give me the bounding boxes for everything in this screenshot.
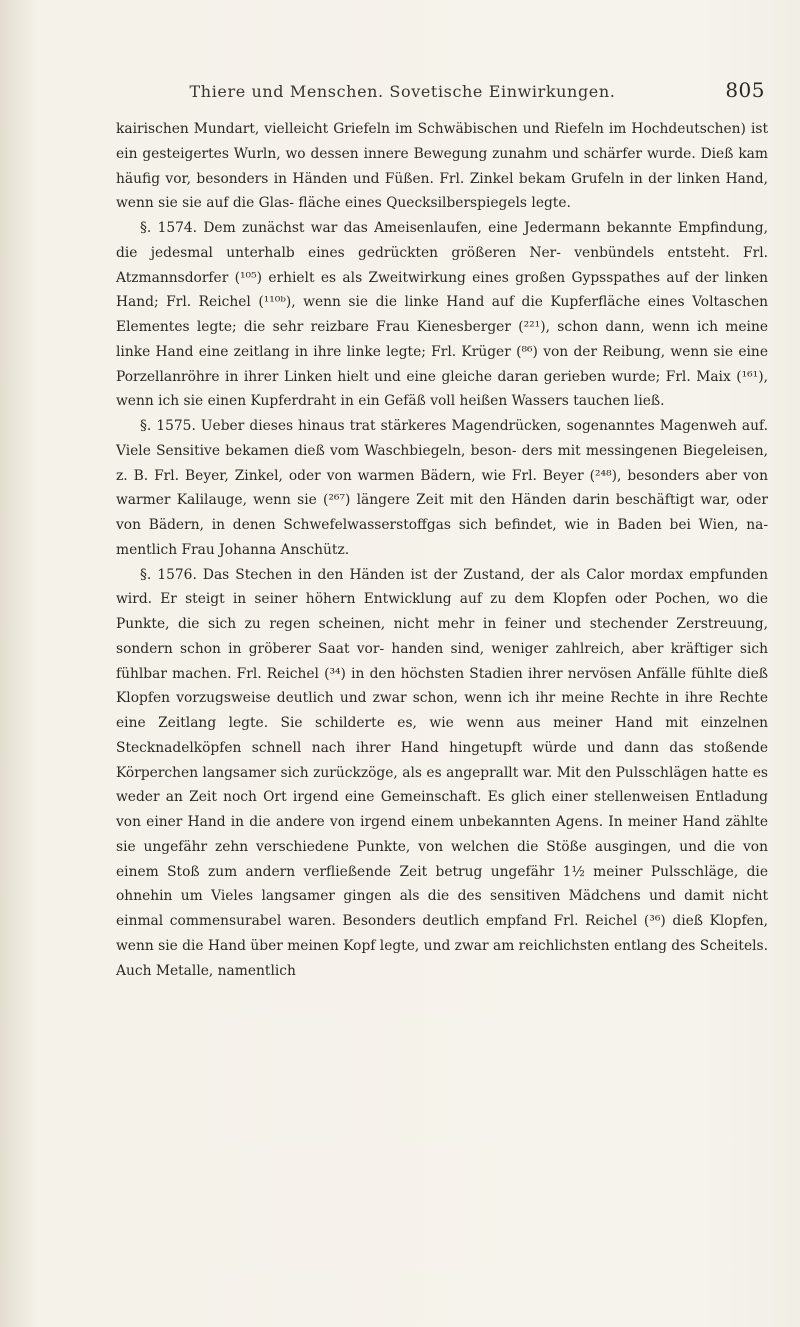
running-head: Thiere und Menschen. Sovetische Einwirkungen. [189, 82, 616, 101]
paragraph-1574: §. 1574. Dem zunächst war das Ameisenlaufen, eine Jedermann bekannte Empfindung, die jedesmal unterhalb eines gedrückten größeren Ner- venbündels entsteht. Frl. Atzmannsdorfer (¹⁰⁵) erhielt es als Zweitwirkung eines großen Gypsspathes auf der linken Hand; Frl. Reichel (¹¹⁰ᵇ), wenn sie die linke Hand auf die Kupferfläche eines Voltaschen Elementes legte; die sehr reizbare Frau Kienesberger (²²¹), schon dann, wenn ich meine linke Hand eine zeitlang in ihre linke legte; Frl. Krüger (⁸⁶) von der Reibung, wenn sie eine Porzellanröhre in ihrer Linken hielt und eine gleiche daran gerieben wurde; Frl. Maix (¹⁶¹), wenn ich sie einen Kupferdraht in ein Gefäß voll heißen Wassers tauchen ließ. [116, 220, 768, 410]
paragraph-1576: §. 1576. Das Stechen in den Händen ist der Zustand, der als Calor mordax empfunden wird. Er steigt in seiner höhern Entwicklung auf zu dem Klopfen oder Pochen, wo die Punkte, die sich zu regen scheinen, nicht mehr in feiner und stechender Zerstreuung, sondern schon in gröberer Saat vor- handen sind, weniger zahlreich, aber kräftiger sich fühlbar machen. Frl. Reichel (³⁴) in den höchsten Stadien ihrer nervösen Anfälle fühlte dieß Klopfen vorzugsweise deutlich und zwar schon, wenn ich ihr meine Rechte in ihre Rechte eine Zeitlang legte. Sie schilderte es, wie wenn aus meiner Hand mit einzelnen Stecknadelköpfen schnell nach ihrer Hand hingetupft würde und dann das stoßende Körperchen langsamer sich zurückzöge, als es angeprallt war. Mit den Pulsschlägen hatte es weder an Zeit noch Ort irgend eine Gemeinschaft. Es glich einer stellenweisen Entladung von einer Hand in die andere von irgend einem unbekannten Agens. In meiner Hand zählte sie ungefähr zehn verschiedene Punkte, von welchen die Stöße ausgingen, und die von einem Stoß zum andern verfließende Zeit betrug ungefähr 1½ meiner Pulsschläge, die ohnehin um Vieles langsamer gingen als die des sensitiven Mädchens und damit nicht einmal commensurabel waren. Besonders deutlich empfand Frl. Reichel (³⁶) dieß Klopfen, wenn sie die Hand über meinen Kopf legte, und zwar am reichlichsten entlang des Scheitels. Auch Metalle, namentlich [116, 566, 768, 979]
page-header [110, 78, 765, 106]
paragraph-1575: §. 1575. Ueber dieses hinaus trat stärkeres Magendrücken, sogenanntes Magenweh auf. Viele Sensitive bekamen dieß vom Waschbiegeln, beson- ders mit messingenen Biegeleisen, z. B. Frl. Beyer, Zinkel, oder von warmen Bädern, wie Frl. Beyer (²⁴⁸), besonders aber von warmer Kalilauge, wenn sie (²⁶⁷) längere Zeit mit den Händen darin beschäftigt war, oder von Bädern, in denen Schwefelwasserstoffgas sich befindet, wie in Baden bei Wien, na- mentlich Frau Johanna Anschütz. [116, 418, 768, 558]
body-text [116, 117, 768, 983]
paragraph-continuation: kairischen Mundart, vielleicht Griefeln im Schwäbischen und Riefeln im Hochdeutschen) ist ein gesteigertes Wurln, wo dessen innere Bewegung zunahm und schärfer wurde. Dieß kam häufig vor, besonders in Händen und Füßen. Frl. Zinkel bekam Grufeln in der linken Hand, wenn sie sie auf die Glas- fläche eines Quecksilberspiegels legte. [116, 121, 768, 212]
page-gutter-shadow [0, 0, 34, 1327]
page-number: 805 [725, 78, 765, 102]
